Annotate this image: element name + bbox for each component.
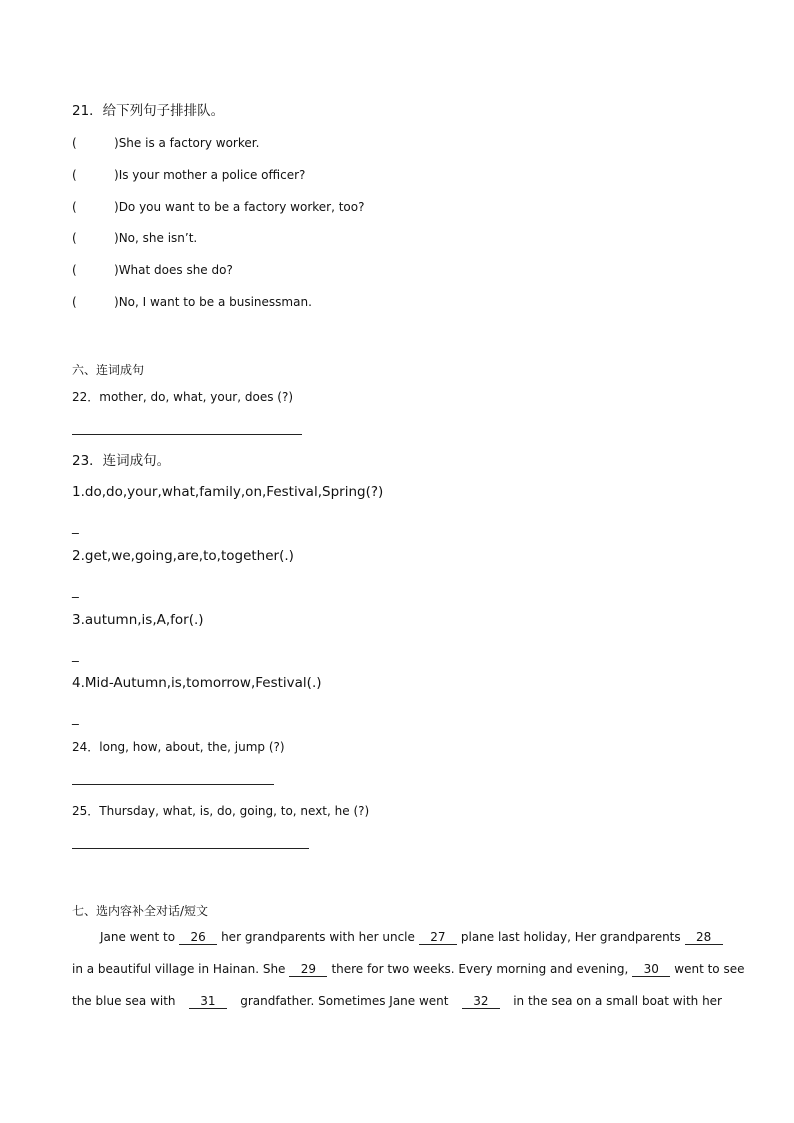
q23-item-4: 4.Mid-Autumn,is,tomorrow,Festival(.) (72, 675, 322, 691)
q23-item-3-blank[interactable]: _ (72, 647, 79, 663)
q23-title: 23．连词成句。 (72, 453, 171, 469)
section7-heading: 七、选内容补全对话/短文 (72, 904, 209, 918)
blank-29[interactable]: 29 (289, 962, 327, 977)
q21-item-5 (72, 262, 233, 278)
q21-close-paren: ) (114, 168, 119, 182)
q21-close-paren: ) (114, 136, 119, 150)
passage-text: went to see (674, 962, 745, 976)
passage-text: her grandparents with her uncle (221, 930, 415, 944)
q25-prompt: 25．Thursday, what, is, do, going, to, next, he (?) (72, 804, 370, 818)
q23-item-1: 1.do,do,your,what,family,on,Festival,Spring(?) (72, 484, 384, 500)
q21-item-2 (72, 167, 305, 183)
q21-sentence: No, she isn’t. (118, 231, 198, 245)
blank-30[interactable]: 30 (632, 962, 670, 977)
passage-text: plane last holiday, Her grandparents (460, 930, 681, 944)
q21-close-paren: ) (114, 200, 119, 214)
q21-item-6 (72, 294, 312, 310)
passage-text: Jane went to (100, 930, 176, 944)
q21-sentence: What does she do? (118, 263, 233, 277)
q21-close-paren: ) (114, 295, 119, 309)
q23-item-1-blank[interactable]: _ (72, 519, 79, 535)
passage-text: there for two weeks. Every morning and evening, (331, 962, 629, 976)
q21-close-paren: ) (114, 263, 119, 277)
passage-text: grandfather. Sometimes Jane went (240, 994, 449, 1008)
q23-item-3: 3.autumn,is,A,for(.) (72, 612, 204, 628)
q25-answer-line[interactable] (72, 848, 309, 849)
q22-prompt: 22．mother, do, what, your, does (?) (72, 390, 294, 404)
q21-item-3 (72, 199, 364, 215)
q21-sentence: Is your mother a police officer? (118, 168, 306, 182)
passage-text: the blue sea with (72, 994, 176, 1008)
blank-26[interactable]: 26 (179, 930, 217, 945)
q21-open-paren: ( (72, 200, 77, 214)
q21-open-paren: ( (72, 168, 77, 182)
blank-28[interactable]: 28 (685, 930, 723, 945)
blank-27[interactable]: 27 (419, 930, 457, 945)
q21-close-paren: ) (114, 231, 119, 245)
passage-line-3 (72, 994, 722, 1009)
q21-item-4 (72, 230, 197, 246)
q21-open-paren: ( (72, 295, 77, 309)
q21-title: 21．给下列句子排排队。 (72, 103, 225, 119)
q24-answer-line[interactable] (72, 784, 274, 785)
passage-line-1 (72, 930, 722, 945)
blank-32[interactable]: 32 (462, 994, 500, 1009)
q22-answer-line[interactable] (72, 434, 302, 435)
q23-item-2-blank[interactable]: _ (72, 583, 79, 599)
q21-sentence: She is a factory worker. (118, 136, 260, 150)
q21-sentence: Do you want to be a factory worker, too? (118, 200, 365, 214)
passage-text: in a beautiful village in Hainan. She (72, 962, 286, 976)
q21-open-paren: ( (72, 136, 77, 150)
passage-line-2 (72, 962, 745, 977)
q21-sentence: No, I want to be a businessman. (118, 295, 312, 309)
q23-item-2: 2.get,we,going,are,to,together(.) (72, 548, 294, 564)
q21-open-paren: ( (72, 231, 77, 245)
q24-prompt: 24．long, how, about, the, jump (?) (72, 740, 285, 754)
q21-open-paren: ( (72, 263, 77, 277)
blank-31[interactable]: 31 (189, 994, 227, 1009)
q23-item-4-blank[interactable]: _ (72, 710, 79, 726)
q21-item-1 (72, 135, 259, 151)
section6-heading: 六、连词成句 (72, 363, 145, 377)
passage-text: in the sea on a small boat with her (513, 994, 722, 1008)
